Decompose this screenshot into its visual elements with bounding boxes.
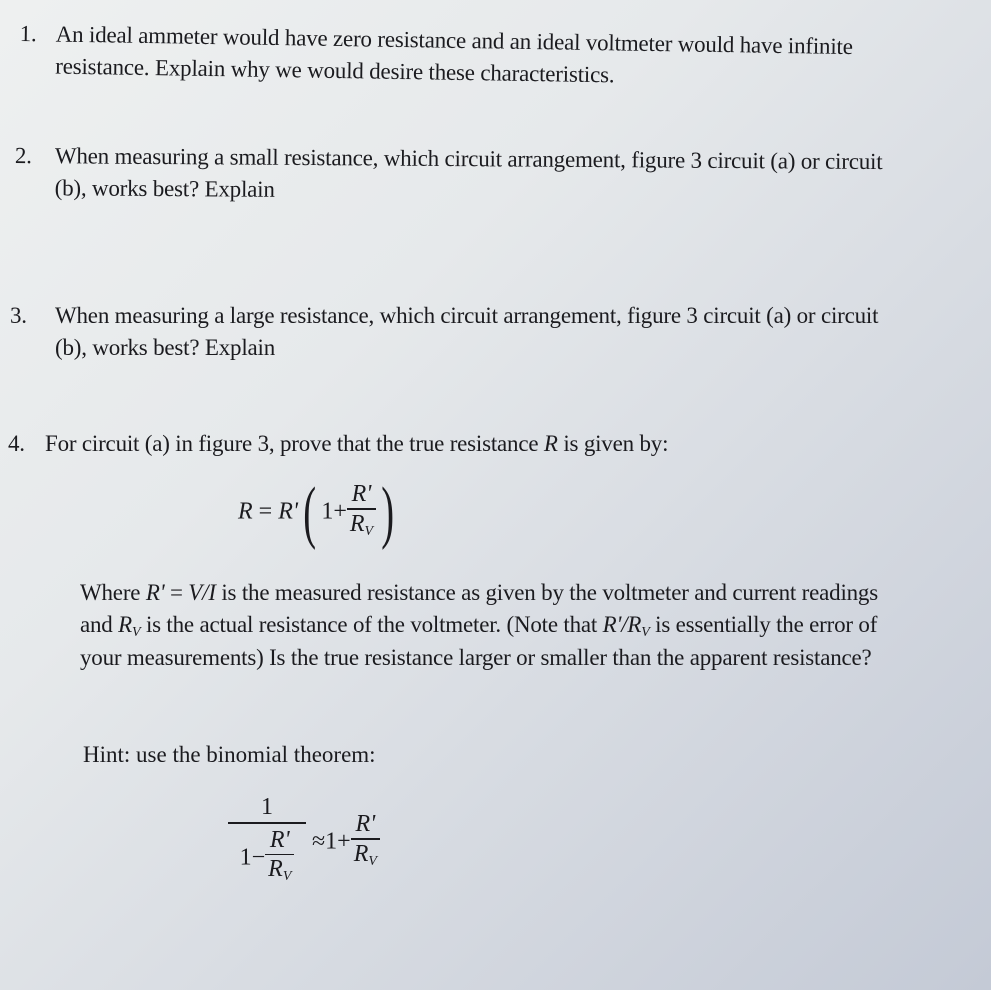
question-text-line: When measuring a large resistance, which circuit arrangement, figure 3 circuit (a) or circuit (55, 303, 879, 328)
fraction-r-prime-over-rv (351, 810, 380, 876)
explanation-line-2: and $R_V$ is the actual resistance of the voltmeter. (Note that $R'/R_V$ is essentially the error of (80, 612, 878, 640)
explanation-line-1: Where R' = V/I is the measured resistance as given by the voltmeter and current readings (80, 580, 878, 605)
eq-plus: + (333, 498, 347, 525)
equation-binomial-hint (228, 792, 380, 891)
question-number: 1. (19, 20, 37, 47)
question-number: 2. (14, 142, 32, 169)
text-segment: For circuit (a) in figure 3, prove that the true resistance (45, 431, 544, 456)
hint-text: Hint: use the binomial theorem: (83, 742, 376, 767)
question-text-line: An ideal ammeter would have zero resistance and an ideal voltmeter would have infinite (55, 21, 853, 60)
question-1 (19, 18, 853, 95)
variable-r: R (543, 431, 558, 456)
question-2 (15, 140, 883, 210)
question-text-line (8, 428, 668, 460)
eq-lhs: R (238, 498, 253, 525)
question-number: 4. (8, 431, 25, 456)
eq-one: 1 (325, 828, 338, 855)
open-paren: ( (303, 474, 317, 551)
fraction-numerator: R' (351, 481, 372, 508)
eq-plus: + (337, 828, 351, 855)
explanation-line-3: your measurements) Is the true resistance larger or smaller than the apparent resistance? (80, 645, 872, 670)
question-4 (8, 428, 668, 460)
fraction-numerator: R' (355, 811, 376, 837)
fraction-numerator: 1 (261, 794, 273, 820)
question-text-line: When measuring a small resistance, which circuit arrangement, figure 3 circuit (a) or circuit (54, 143, 883, 175)
close-paren: ) (381, 474, 395, 551)
question-number: 3. (10, 303, 27, 328)
approx-symbol: ≈ (312, 828, 326, 855)
equation-true-resistance (238, 474, 399, 551)
eq-equals: = (258, 498, 273, 525)
question-3 (10, 300, 878, 364)
eq-one: 1 (321, 498, 334, 525)
fraction-denominator: 1− $\frac{R'}{R_V}$ (228, 824, 306, 892)
question-text-line: resistance. Explain why we would desire these characteristics. (55, 53, 615, 88)
question-text-line: (b), works best? Explain (55, 335, 276, 360)
fraction-one-over-one-minus (228, 792, 306, 891)
fraction-r-prime-over-rv (347, 480, 376, 546)
eq-r-prime: R' (278, 498, 299, 525)
question-text-line: (b), works best? Explain (54, 175, 275, 202)
fraction-denominator: $R_V$ (353, 840, 377, 869)
text-segment: is given by: (557, 431, 669, 456)
fraction-denominator: $R_V$ (349, 510, 374, 539)
